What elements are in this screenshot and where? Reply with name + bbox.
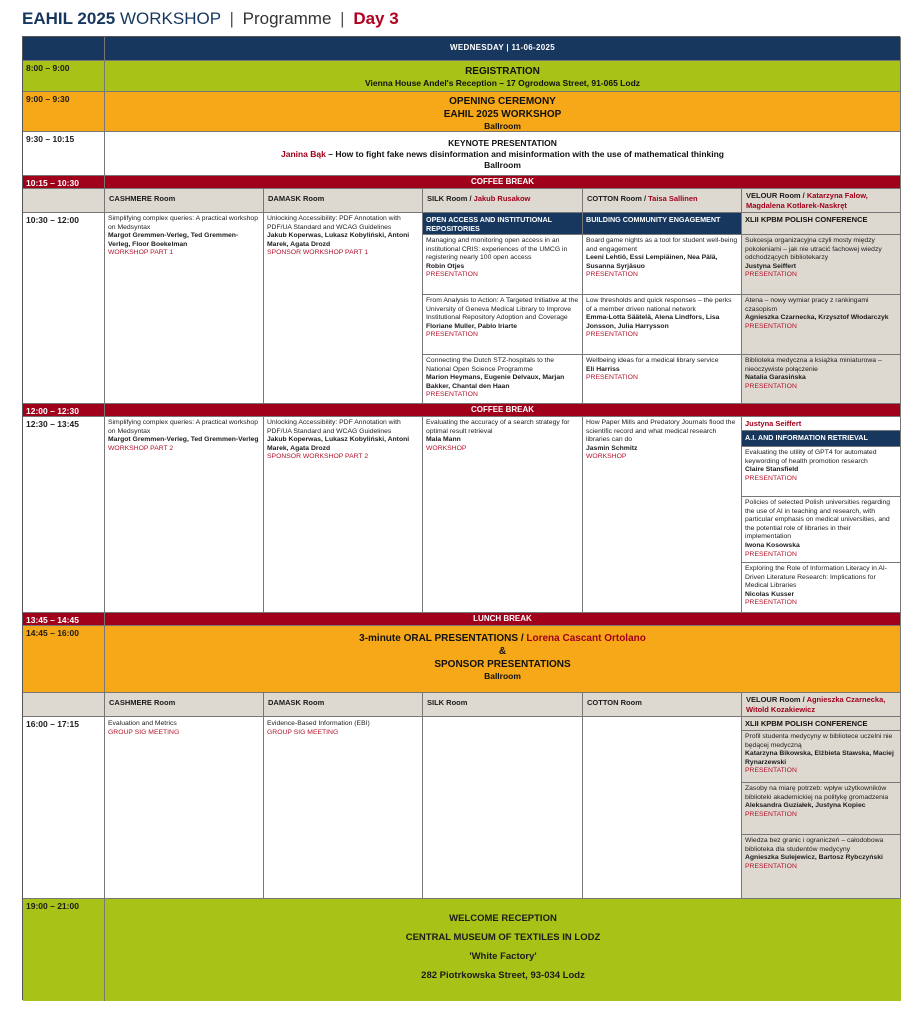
session-title: Unlocking Accessibility: PDF Annotation with PDF/UA Standard and WCAG Guidelines <box>267 215 401 231</box>
day-heading <box>105 37 901 61</box>
room-header-velour <box>742 189 901 213</box>
session-title: Evidence-Based Information (EBI) <box>267 720 370 727</box>
room-header-silk: SILK Room <box>423 693 583 717</box>
velour-track-header: A.I. AND INFORMATION RETRIEVAL <box>742 431 901 447</box>
registration-title: REGISTRATION <box>465 66 540 77</box>
presentation-item <box>742 731 901 783</box>
room-chair: Katarzyna Falow, Magdalena Kotlarek-Naskręt <box>746 191 868 210</box>
session-title: Evaluating the accuracy of a search strategy for optimal result retrieval <box>426 419 570 435</box>
session-title: Simplifying complex queries: A practical workshop on Medsyntax <box>108 215 258 231</box>
oral-room: Ballroom <box>484 671 521 681</box>
session-authors: Claire Stansfield <box>745 466 799 474</box>
time-slot: 9:00 – 9:30 <box>23 92 105 132</box>
session-type: PRESENTATION <box>745 810 797 818</box>
welcome-venue: CENTRAL MUSEUM OF TEXTILES IN LODZ <box>405 932 601 943</box>
session-type: SPONSOR WORKSHOP PART 2 <box>267 453 369 461</box>
keynote-title: KEYNOTE PRESENTATION <box>448 138 557 148</box>
session-title: Profil studenta medycyny w bibliotece uczelni nie będącej medyczną <box>745 733 893 749</box>
room-name: COTTON Room / <box>587 194 649 203</box>
opening-subtitle: EAHIL 2025 WORKSHOP <box>443 109 562 120</box>
session-title: Low thresholds and quick responses – the perks of a member driven national network <box>586 297 732 313</box>
session-type: PRESENTATION <box>426 271 478 279</box>
room-header-silk <box>423 189 583 213</box>
opening-ceremony-banner <box>105 92 901 132</box>
session-authors: Justyna Seiffert <box>745 262 796 270</box>
session-authors: Jakub Koperwas, Lukasz Kobyliński, Antoni Marek, Agata Drozd <box>267 232 410 248</box>
registration-banner <box>105 61 901 92</box>
welcome-title: WELCOME RECEPTION <box>449 913 557 924</box>
oral-title: 3-minute ORAL PRESENTATIONS / <box>359 633 527 644</box>
session-authors: Leeni Lehtiö, Essi Lempiäinen, Nea Pälä, Susanna Syrjäsuo <box>586 254 718 270</box>
session-cashmere-1230 <box>105 417 264 613</box>
header-separator: | <box>340 9 345 28</box>
time-column-header <box>23 37 105 61</box>
session-title: Evaluating the utility of GPT4 for automated keywording of health promotion research <box>745 449 877 465</box>
presentation-item <box>742 235 901 295</box>
velour-track-header: XLII KPBM POLISH CONFERENCE <box>742 717 901 731</box>
session-title: Biblioteka medyczna a książka miniaturowa – nieoczywiste połączenie <box>745 357 882 373</box>
session-title: From Analysis to Action: A Targeted Initiative at the University of Geneva Medical Library to Improve Institutional Repository Adoption and Coverage <box>426 297 579 322</box>
session-title: Exploring the Role of Information Literacy in AI-Driven Literature Research: Implications for Medical Libraries <box>745 565 888 590</box>
room-header-cashmere: CASHMERE Room <box>105 189 264 213</box>
opening-title: OPENING CEREMONY <box>449 96 556 107</box>
room-name: VELOUR Room / <box>746 695 807 704</box>
session-cashmere-1600 <box>105 717 264 899</box>
oral-ampersand: & <box>498 646 507 657</box>
room-chair: Agnieszka Czarnecka, Witold Kozakiewicz <box>746 695 886 714</box>
session-type: PRESENTATION <box>745 550 797 558</box>
presentation-item <box>742 295 901 355</box>
session-authors: Katarzyna Bikowska, Elżbieta Stawska, Maciej Rynarzewski <box>745 750 894 766</box>
schedule-table <box>22 36 900 1000</box>
presentation-item <box>742 563 901 613</box>
presentation-item <box>423 295 583 355</box>
session-title: How Paper Mills and Predatory Journals flood the scientific record and what medical research libraries can do <box>586 419 736 444</box>
session-type: PRESENTATION <box>745 862 797 870</box>
session-damask-1230 <box>264 417 423 613</box>
session-authors: Jakub Koperwas, Lukasz Kobyliński, Antoni Marek, Agata Drozd <box>267 436 410 452</box>
keynote-talk: – How to fight fake news disinformation and misinformation with the use of mathematical thinking <box>325 149 724 159</box>
session-title: Managing and monitoring open access in an institutional CRIS: experiences of the UMCG in registering nearly 100 open access <box>426 237 568 262</box>
session-damask-1600 <box>264 717 423 899</box>
presentation-item <box>423 235 583 295</box>
rooms-header-spacer <box>23 693 105 717</box>
time-slot: 8:00 – 9:00 <box>23 61 105 92</box>
coffee-break-banner: COFFEE BREAK <box>105 404 901 417</box>
welcome-venue-nickname: 'White Factory' <box>469 951 537 962</box>
day-separator: | <box>506 43 509 52</box>
registration-place: Vienna House Andel's Reception – 17 Ogrodowa Street, 91-065 Lodz <box>364 78 641 88</box>
session-silk-1230 <box>423 417 583 613</box>
session-authors: Emma-Lotta Säätelä, Alena Lindfors, Lisa Jonsson, Julia Harrysson <box>586 314 720 330</box>
day-date: 11-06-2025 <box>511 43 555 52</box>
session-type: PRESENTATION <box>745 322 797 330</box>
session-authors: Aleksandra Guziałek, Justyna Kopiec <box>745 802 866 810</box>
silk-track-header: OPEN ACCESS AND INSTITUTIONAL REPOSITORIES <box>423 213 583 235</box>
welcome-address: 282 Piotrkowska Street, 93-034 Lodz <box>421 970 585 981</box>
session-type: PRESENTATION <box>586 374 638 382</box>
oral-title-line <box>105 632 900 645</box>
presentation-item <box>423 355 583 404</box>
session-authors: Iwona Kosowska <box>745 541 800 549</box>
oral-chair: Lorena Cascant Ortolano <box>526 633 646 644</box>
session-authors: Natalia Garasińska <box>745 374 806 382</box>
session-type: GROUP SIG MEETING <box>267 728 339 736</box>
session-type: PRESENTATION <box>745 382 797 390</box>
brand-workshop: WORKSHOP <box>119 9 221 28</box>
session-title: Connecting the Dutch STZ-hospitals to the National Open Science Programme <box>426 357 555 373</box>
session-type: PRESENTATION <box>745 271 797 279</box>
session-authors: Agnieszka Sulejewicz, Bartosz Rybczyński <box>745 854 883 862</box>
opening-room: Ballroom <box>484 121 521 131</box>
day-weekday: WEDNESDAY <box>450 43 504 52</box>
session-title: Unlocking Accessibility: PDF Annotation with PDF/UA Standard and WCAG Guidelines <box>267 419 401 435</box>
room-header-cotton <box>583 189 742 213</box>
session-authors: Robin Otjes <box>426 262 465 270</box>
session-type: WORKSHOP PART 1 <box>108 249 174 257</box>
session-title: Board game nights as a tool for student well-being and engagement <box>586 237 738 253</box>
time-slot: 10:30 – 12:00 <box>23 213 105 404</box>
session-cotton-1230 <box>583 417 742 613</box>
room-name: VELOUR Room / <box>746 191 807 200</box>
time-slot: 9:30 – 10:15 <box>23 132 105 176</box>
presentation-item <box>583 355 742 404</box>
room-header-cotton: COTTON Room <box>583 693 742 717</box>
session-type: SPONSOR WORKSHOP PART 1 <box>267 249 369 257</box>
session-title: Simplifying complex queries: A practical workshop on Medsyntax <box>108 419 258 435</box>
lunch-break-banner: LUNCH BREAK <box>105 613 901 626</box>
session-title: Atena – nowy wymiar pracy z rankingami czasopism <box>745 297 869 313</box>
session-authors: Marion Heymans, Eugenie Delvaux, Marjan Bakker, Chantal den Haan <box>426 374 565 390</box>
session-type: WORKSHOP <box>586 453 627 461</box>
cotton-track-header: BUILDING COMMUNITY ENGAGEMENT <box>583 213 742 235</box>
presentation-item <box>742 497 901 563</box>
time-slot: 13:45 – 14:45 <box>23 613 105 626</box>
session-authors: Margot Gremmen-Verleg, Ted Gremmen-Verleg <box>108 436 259 444</box>
room-header-damask: DAMASK Room <box>264 189 423 213</box>
session-type: PRESENTATION <box>586 331 638 339</box>
room-header-damask: DAMASK Room <box>264 693 423 717</box>
header-programme: Programme <box>242 9 332 28</box>
oral-title-2: SPONSOR PRESENTATIONS <box>434 659 571 670</box>
session-type: PRESENTATION <box>586 271 638 279</box>
session-authors: Agnieszka Czarnecka, Krzysztof Włodarczyk <box>745 314 889 322</box>
time-slot: 12:30 – 13:45 <box>23 417 105 613</box>
room-chair: Jakub Rusakow <box>473 194 531 203</box>
session-type: PRESENTATION <box>426 331 478 339</box>
header-separator: | <box>229 9 234 28</box>
session-type: PRESENTATION <box>745 474 797 482</box>
session-authors: Mala Mann <box>426 436 461 444</box>
presentation-item <box>742 447 901 497</box>
time-slot: 12:00 – 12:30 <box>23 404 105 417</box>
session-authors: Jasmin Schmitz <box>586 444 638 452</box>
session-title: Zasoby na miarę potrzeb: wpływ użytkowników biblioteki akademickiej na politykę gromadzenia <box>745 785 889 801</box>
keynote-banner <box>105 132 901 176</box>
room-name: SILK Room / <box>427 194 474 203</box>
session-title: Evaluation and Metrics <box>108 720 177 727</box>
time-slot: 19:00 – 21:00 <box>23 899 105 1001</box>
session-authors: Eli Harriss <box>586 365 620 373</box>
session-cotton-1600-empty <box>583 717 742 899</box>
document-header <box>22 9 399 29</box>
session-cashmere-1030 <box>105 213 264 404</box>
time-slot: 14:45 – 16:00 <box>23 626 105 693</box>
session-type: WORKSHOP <box>426 444 467 452</box>
keynote-room: Ballroom <box>484 160 521 170</box>
session-title: Sukcesja organizacyjna czyli mosty między pokoleniami – jak nie utracić fachowej wiedzy odchodzących bibliotekarzy <box>745 237 882 262</box>
session-type: PRESENTATION <box>745 767 797 775</box>
session-title: Policies of selected Polish universities regarding the use of AI in teaching and research, with particular emphasis on medical universities, and the potential role of libraries in their implementation <box>745 499 891 541</box>
time-slot: 10:15 – 10:30 <box>23 176 105 189</box>
oral-presentations-banner <box>105 626 901 693</box>
session-type: PRESENTATION <box>426 391 478 399</box>
session-silk-1600-empty <box>423 717 583 899</box>
rooms-header-spacer <box>23 189 105 213</box>
presentation-item <box>583 295 742 355</box>
session-type: GROUP SIG MEETING <box>108 728 180 736</box>
time-slot: 16:00 – 17:15 <box>23 717 105 899</box>
session-damask-1030 <box>264 213 423 404</box>
welcome-reception-banner <box>105 899 901 1001</box>
keynote-talk-line <box>105 149 900 160</box>
header-day: Day 3 <box>353 9 399 28</box>
room-header-cashmere: CASHMERE Room <box>105 693 264 717</box>
room-chair: Taisa Sallinen <box>648 194 698 203</box>
presentation-item <box>742 835 901 899</box>
session-authors: Nicolas Kusser <box>745 590 795 598</box>
session-title: Wiedza bez granic i ograniczeń – całodobowa biblioteka dla studentów medycyny <box>745 837 884 853</box>
coffee-break-banner: COFFEE BREAK <box>105 176 901 189</box>
keynote-speaker: Janina Bąk <box>280 149 326 159</box>
room-header-velour <box>742 693 901 717</box>
brand-name: EAHIL 2025 <box>22 9 116 28</box>
session-authors: Margot Gremmen-Verleg, Ted Gremmen-Verleg, Floor Boekelman <box>108 232 239 248</box>
presentation-item <box>742 355 901 404</box>
session-type: PRESENTATION <box>745 599 797 607</box>
presentation-item <box>583 235 742 295</box>
velour-chair: Justyna Seiffert <box>742 417 901 431</box>
presentation-item <box>742 783 901 835</box>
session-authors: Floriane Muller, Pablo Iriarte <box>426 322 518 330</box>
velour-track-header: XLII KPBM POLISH CONFERENCE <box>742 213 901 235</box>
session-title: Wellbeing ideas for a medical library service <box>586 357 719 364</box>
session-type: WORKSHOP PART 2 <box>108 444 174 452</box>
